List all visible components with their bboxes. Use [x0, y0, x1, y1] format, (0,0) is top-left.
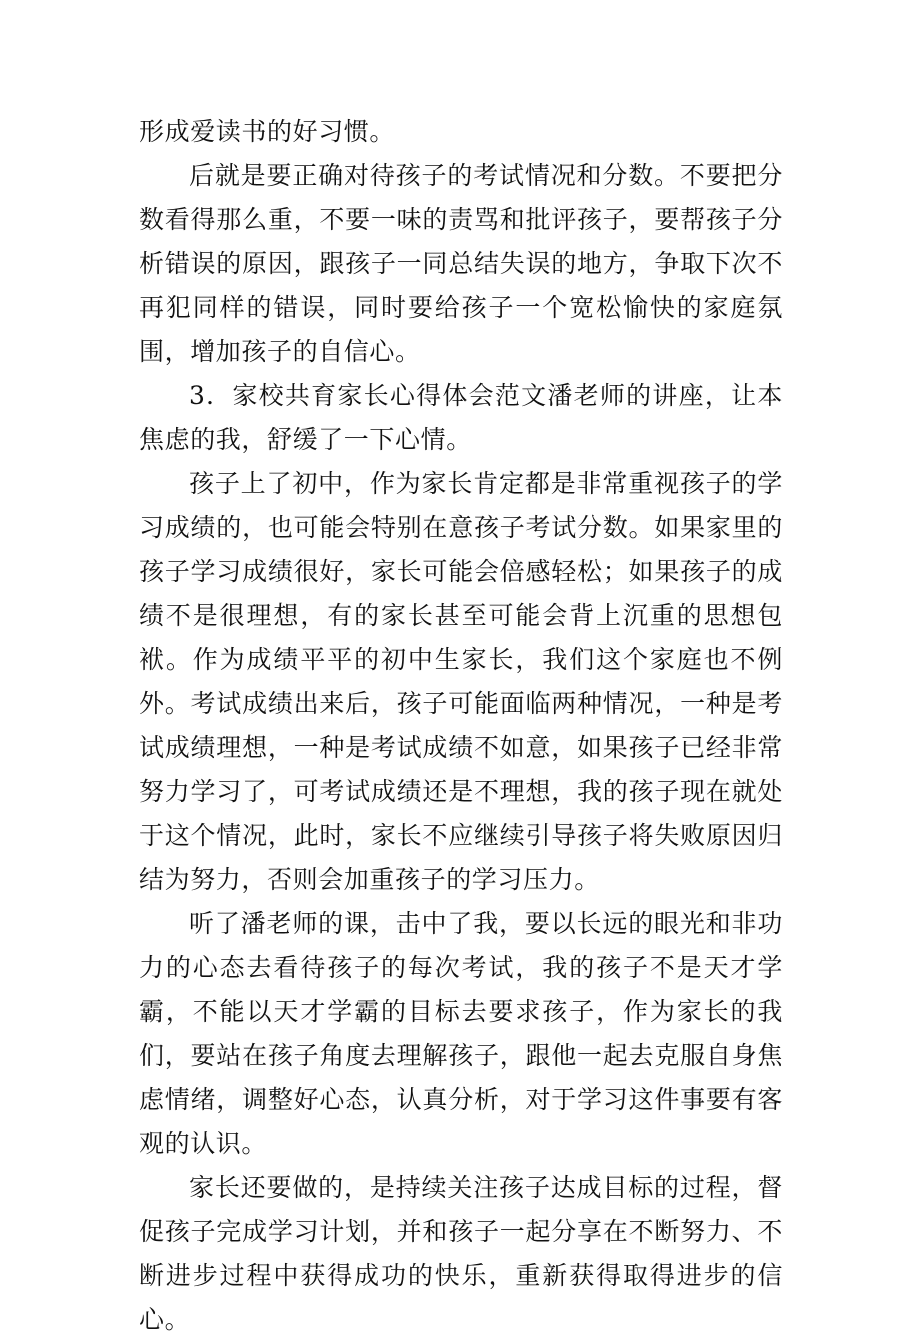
paragraph-junior-high: 孩子上了初中，作为家长肯定都是非常重视孩子的学习成绩的，也可能会特别在意孩子考试分数。如果家里的孩子学习成绩很好，家长可能会倍感轻松；如果孩子的成绩不是很理想，有的家长甚至可能会背上沉重的思想包袱。作为成绩平平的初中生家长，我们这个家庭也不例外。考试成绩出来后，孩子可能面临两种情况，一种是考试成绩理想，一种是考试成绩不如意，如果孩子已经非常努力学习了，可考试成绩还是不理想，我的孩子现在就处于这个情况，此时，家长不应继续引导孩子将失败原因归结为努力，否则会加重孩子的学习压力。	[139, 469, 783, 894]
document-body	[139, 110, 783, 1342]
paragraph-continuation: 形成爱读书的好习惯。	[139, 117, 396, 146]
paragraph-exam-attitude: 后就是要正确对待孩子的考试情况和分数。不要把分数看得那么重，不要一味的责骂和批评孩子，要帮孩子分析错误的原因，跟孩子一同总结失误的地方，争取下次不再犯同样的错误，同时要给孩子一个宽松愉快的家庭氛围，增加孩子的自信心。	[139, 161, 783, 366]
paragraph-parent-role: 家长还要做的，是持续关注孩子达成目标的过程，督促孩子完成学习计划，并和孩子一起分享在不断努力、不断进步过程中获得成功的快乐，重新获得取得进步的信心。	[139, 1173, 783, 1334]
paragraph-section-3-heading: 3．家校共育家长心得体会范文潘老师的讲座，让本焦虑的我，舒缓了一下心情。	[139, 381, 783, 454]
paragraph-teacher-lesson: 听了潘老师的课，击中了我，要以长远的眼光和非功力的心态去看待孩子的每次考试，我的孩子不是天才学霸，不能以天才学霸的目标去要求孩子，作为家长的我们，要站在孩子角度去理解孩子，跟他一起去克服自身焦虑情绪，调整好心态，认真分析，对于学习这件事要有客观的认识。	[139, 909, 783, 1158]
